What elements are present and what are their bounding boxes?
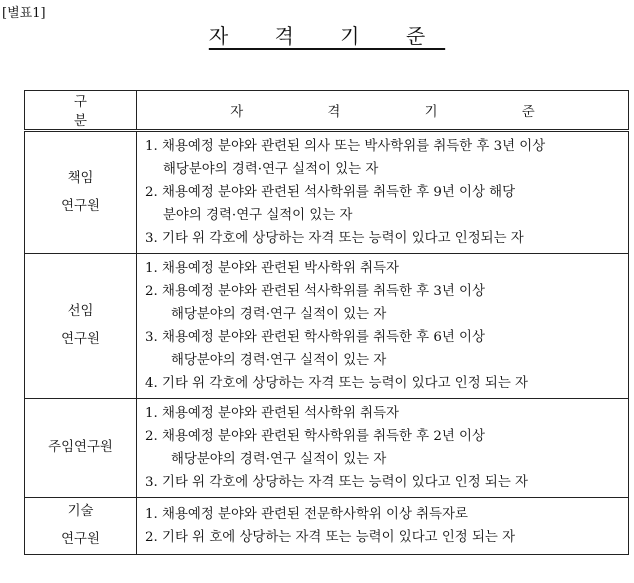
criteria-item-continued: 해당분야의 경력·연구 실적이 있는 자	[171, 307, 387, 322]
category-line: 연구원	[61, 332, 100, 347]
category-cell	[25, 254, 137, 399]
criteria-item-continued: 해당분야의 경력·연구 실적이 있는 자	[171, 353, 387, 368]
criteria-item: 2. 기타 위 호에 상당하는 자격 또는 능력이 있다고 인정 되는 자	[145, 530, 516, 545]
criteria-item: 1. 채용예정 분야와 관련된 의사 또는 박사학위를 취득한 후 3년 이상	[145, 139, 546, 154]
category-line: 기술	[67, 504, 94, 519]
criteria-item-continued: 분야의 경력·연구 실적이 있는 자	[163, 208, 353, 223]
criteria-item: 1. 채용예정 분야와 관련된 전문학사학위 이상 취득자로	[145, 507, 468, 522]
criteria-item: 3. 기타 위 각호에 상당하는 자격 또는 능력이 있다고 인정되는 자	[145, 231, 524, 246]
category-cell	[25, 131, 137, 254]
criteria-cell	[137, 254, 629, 399]
criteria-cell	[137, 498, 629, 555]
category-line: 연구원	[61, 532, 100, 547]
table-row-associate	[25, 399, 629, 498]
document-title	[0, 20, 634, 49]
table-header-row	[25, 91, 629, 131]
criteria-item: 3. 채용예정 분야와 관련된 학사학위를 취득한 후 6년 이상	[145, 330, 485, 345]
table-row-technical	[25, 498, 629, 555]
criteria-item: 2. 채용예정 분야와 관련된 학사학위를 취득한 후 2년 이상	[145, 429, 485, 444]
qualification-table	[24, 90, 629, 555]
header-criteria: 자 격 기 준	[137, 91, 629, 131]
category-cell	[25, 498, 137, 555]
category-cell	[25, 399, 137, 498]
criteria-cell	[137, 131, 629, 254]
criteria-item-continued: 해당분야의 경력·연구 실적이 있는 자	[163, 162, 379, 177]
category-line: 책임	[67, 170, 94, 186]
table-row-senior-principal	[25, 131, 629, 254]
category-line: 주임연구원	[48, 440, 113, 455]
criteria-item: 2. 채용예정 분야와 관련된 석사학위를 취득한 후 3년 이상	[145, 284, 485, 299]
table-row-senior	[25, 254, 629, 399]
criteria-item: 1. 채용예정 분야와 관련된 박사학위 취득자	[145, 261, 399, 276]
criteria-item: 1. 채용예정 분야와 관련된 석사학위 취득자	[145, 406, 399, 421]
criteria-cell	[137, 399, 629, 498]
criteria-item: 2. 채용예정 분야와 관련된 석사학위를 취득한 후 9년 이상 해당	[145, 185, 516, 200]
category-line: 선임	[67, 304, 94, 319]
criteria-item: 3. 기타 위 각호에 상당하는 자격 또는 능력이 있다고 인정 되는 자	[145, 475, 528, 490]
criteria-item: 4. 기타 위 각호에 상당하는 자격 또는 능력이 있다고 인정 되는 자	[145, 376, 528, 391]
header-category: 구 분	[25, 91, 137, 131]
criteria-item-continued: 해당분야의 경력·연구 실적이 있는 자	[171, 452, 387, 467]
document-title-text: 자 격 기 준	[208, 24, 446, 48]
annex-label: [별표1]	[2, 6, 46, 21]
category-line: 연구원	[61, 198, 100, 214]
